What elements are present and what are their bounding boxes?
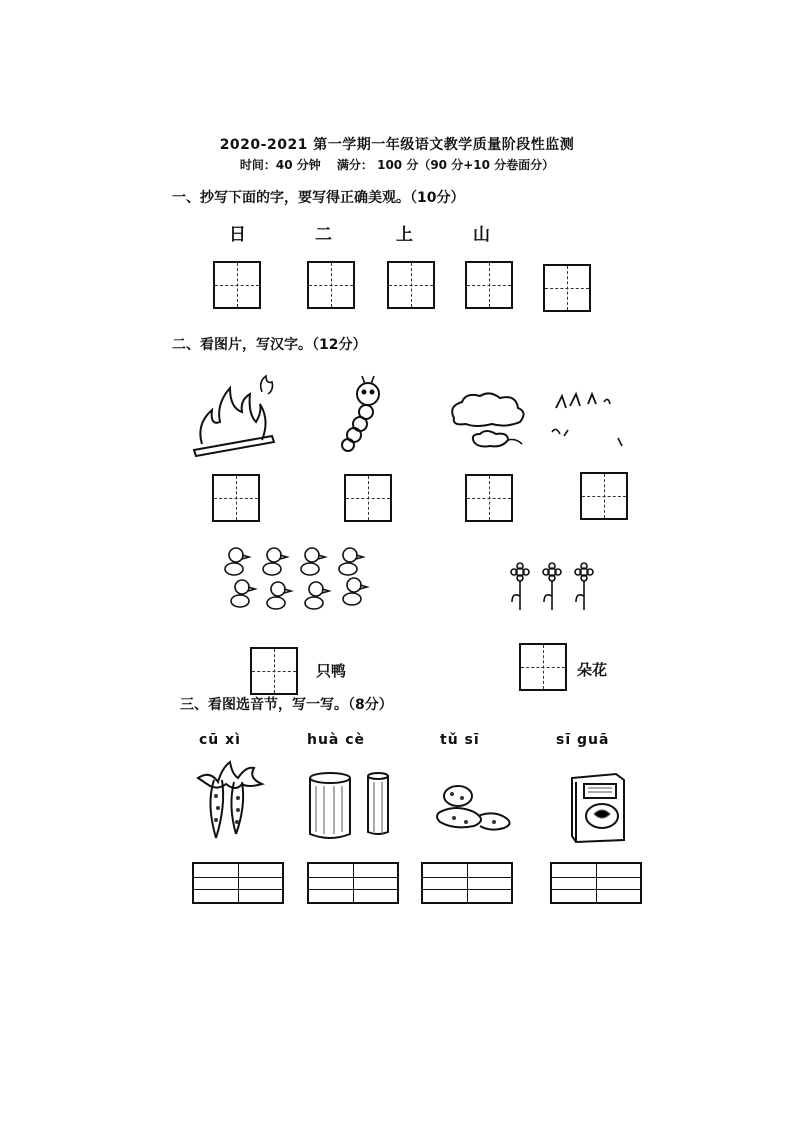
- writing-grid-5[interactable]: [543, 264, 591, 312]
- corn-icon: [196, 760, 268, 842]
- page-subtitle: 时间：40 分钟 满分： 100 分（90 分+10 分卷面分）: [239, 158, 555, 172]
- picture-grid-2[interactable]: [344, 474, 392, 522]
- rain-icon: [548, 392, 628, 452]
- flower-measure-word: 朵花: [577, 661, 608, 679]
- section-3-heading: 三、看图选音节，写一写。（8分）: [180, 697, 393, 713]
- pinyin-1: cū xì: [199, 732, 241, 748]
- pinyin-writing-box-1[interactable]: [192, 862, 284, 904]
- writing-grid-1[interactable]: [213, 261, 261, 309]
- potato-icon: [434, 782, 518, 832]
- picture-grid-1[interactable]: [212, 474, 260, 522]
- writing-grid-2[interactable]: [307, 261, 355, 309]
- picture-book-icon: [568, 770, 628, 844]
- writing-grid-4[interactable]: [465, 261, 513, 309]
- cylinders-icon: [308, 772, 390, 842]
- copy-char-2: 二: [315, 225, 332, 245]
- pinyin-writing-box-2[interactable]: [307, 862, 399, 904]
- copy-char-1: 日: [229, 225, 246, 245]
- picture-grid-4[interactable]: [580, 472, 628, 520]
- writing-grid-3[interactable]: [387, 261, 435, 309]
- flowers-icon: [508, 562, 600, 614]
- section-2-heading: 二、看图片，写汉字。（12分）: [172, 337, 367, 353]
- caterpillar-icon: [338, 372, 388, 458]
- duck-measure-word: 只鸭: [316, 662, 347, 680]
- flower-count-grid[interactable]: [519, 643, 567, 691]
- picture-grid-3[interactable]: [465, 474, 513, 522]
- cloud-icon: [446, 392, 532, 454]
- pinyin-writing-box-4[interactable]: [550, 862, 642, 904]
- fire-icon: [190, 374, 280, 460]
- pinyin-3: tǔ sī: [440, 732, 480, 748]
- pinyin-writing-box-3[interactable]: [421, 862, 513, 904]
- pinyin-4: sī guā: [556, 732, 610, 748]
- section-1-heading: 一、抄写下面的字，要写得正确美观。（10分）: [172, 190, 465, 206]
- duck-count-grid[interactable]: [250, 647, 298, 695]
- pinyin-2: huà cè: [307, 732, 366, 748]
- page-title: 2020-2021 第一学期一年级语文教学质量阶段性监测: [219, 137, 575, 153]
- ducks-icon: [222, 545, 374, 615]
- copy-char-4: 山: [473, 225, 490, 245]
- copy-char-3: 上: [396, 225, 413, 245]
